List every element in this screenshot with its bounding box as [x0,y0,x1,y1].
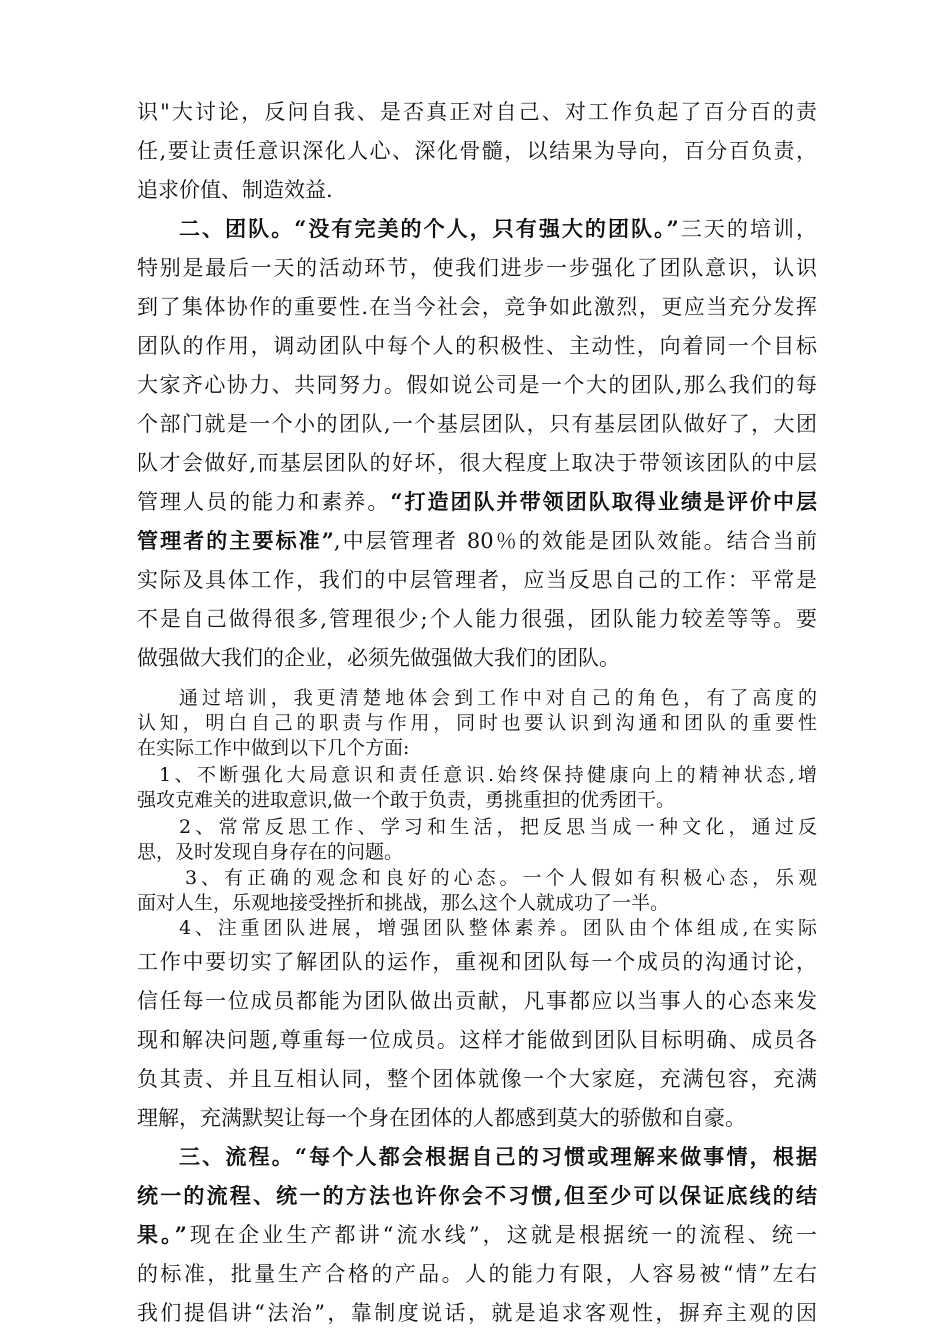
text-line: 通过培训，我更清楚地体会到工作中对自己的角色，有了高度的 [179,687,817,709]
text-line: 实际及具体工作，我们的中层管理者，应当反思自己的工作：平常是 [137,568,817,592]
text-line: 识"大讨论，反问自我、是否真正对自己、对工作负起了百分百的责 [137,100,817,124]
list-item: 2、常常反思工作、学习和生活，把反思当成一种文化，通过反 [179,816,817,838]
text-line: 个部门就是一个小的团队,一个基层团队，只有基层团队做好了，大团 [137,412,817,436]
list-item: 3、有正确的观念和良好的心态。一个人假如有积极心态，乐观 [185,867,817,889]
text-line: 在实际工作中做到以下几个方面: [137,737,410,759]
text-line: 负其责、并且互相认同，整个团体就像一个大家庭，充满包容，充满 [137,1067,817,1091]
text-line: 信任每一位成员都能为团队做出贡献，凡事都应以当事人的心态来发 [137,989,817,1013]
text-line: 到了集体协作的重要性.在当今社会，竞争如此激烈，更应当充分发挥 [137,295,817,319]
text-line: 理解，充满默契让每一个身在团体的人都感到莫大的骄傲和自豪。 [137,1106,746,1130]
text-run: 管理人员的能力和素养。 [137,490,391,514]
bold-heading: 二、团队。“没有完美的个人，只有强大的团队。” [179,216,679,241]
text-line: 思，及时发现自身存在的问题。 [137,841,404,863]
text-line: 队才会做好,而基层团队的好坏，很大程度上取决于带领该团队的中层 [137,451,817,475]
text-line: 做强做大我们的企业，必须先做强做大我们的团队。 [137,646,620,670]
text-run: 现在企业生产都讲“流水线”，这就是根据统一的流程、统一 [186,1223,817,1247]
text-run: ,中层管理者 80％的效能是团队效能。结合当前 [333,529,817,553]
text-line [137,525,817,555]
text-line: 我们提倡讲“法治”，靠制度说话，就是追求客观性，摒弃主观的因 [137,1301,817,1325]
text-line [137,1219,817,1249]
text-line: 任,要让责任意识深化人心、深化骨髓，以结果为导向，百分百负责， [137,139,817,163]
text-run: 三天的培训， [678,217,817,241]
text-line: 不是自己做得很多,管理很少;个人能力很强，团队能力较差等等。要 [137,607,817,631]
text-line: 的标准，批量生产合格的产品。人的能力有限，人容易被“情”左右 [137,1262,817,1286]
text-line: 现和解决问题,尊重每一位成员。这样才能做到团队目标明确、成员各 [137,1028,817,1052]
section-heading-team [179,213,817,243]
text-line: 追求价值、制造效益. [137,178,333,202]
list-item: 4、注重团队进展，增强团队整体素养。团队由个体组成,在实际 [179,917,817,939]
text-line: 面对人生，乐观地接受挫折和挑战，那么这个人就成功了一半。 [137,892,670,914]
text-line: 大家齐心协力、共同努力。假如说公司是一个大的团队,那么我们的每 [137,373,817,397]
text-line: 强攻克难关的进取意识,做一个敢于负责，勇挑重担的优秀团干。 [137,789,676,811]
section-heading-process: 三、流程。“每个人都会根据自己的习惯或理解来做事情，根据 [179,1144,817,1169]
bold-quote: 果。” [137,1222,187,1247]
text-line: 认知，明白自己的职责与作用，同时也要认识到沟通和团队的重要性 [137,712,817,734]
text-line: 团队的作用，调动团队中每个人的积极性、主动性，向着同一个目标 [137,334,817,358]
text-line: 工作中要切实了解团队的运作，重视和团队每一个成员的沟通讨论， [137,950,817,974]
text-line [137,486,817,516]
text-line: 特别是最后一天的活动环节，使我们进步一步强化了团队意识，认识 [137,256,817,280]
list-item: 1、不断强化大局意识和责任意识.始终保持健康向上的精神状态,增 [159,764,817,786]
bold-quote: 管理者的主要标准” [137,528,334,553]
bold-quote: 统一的流程、统一的方法也许你会不习惯,但至少可以保证底线的结 [137,1183,817,1208]
bold-quote: “打造团队并带领团队取得业绩是评价中层 [390,489,818,514]
